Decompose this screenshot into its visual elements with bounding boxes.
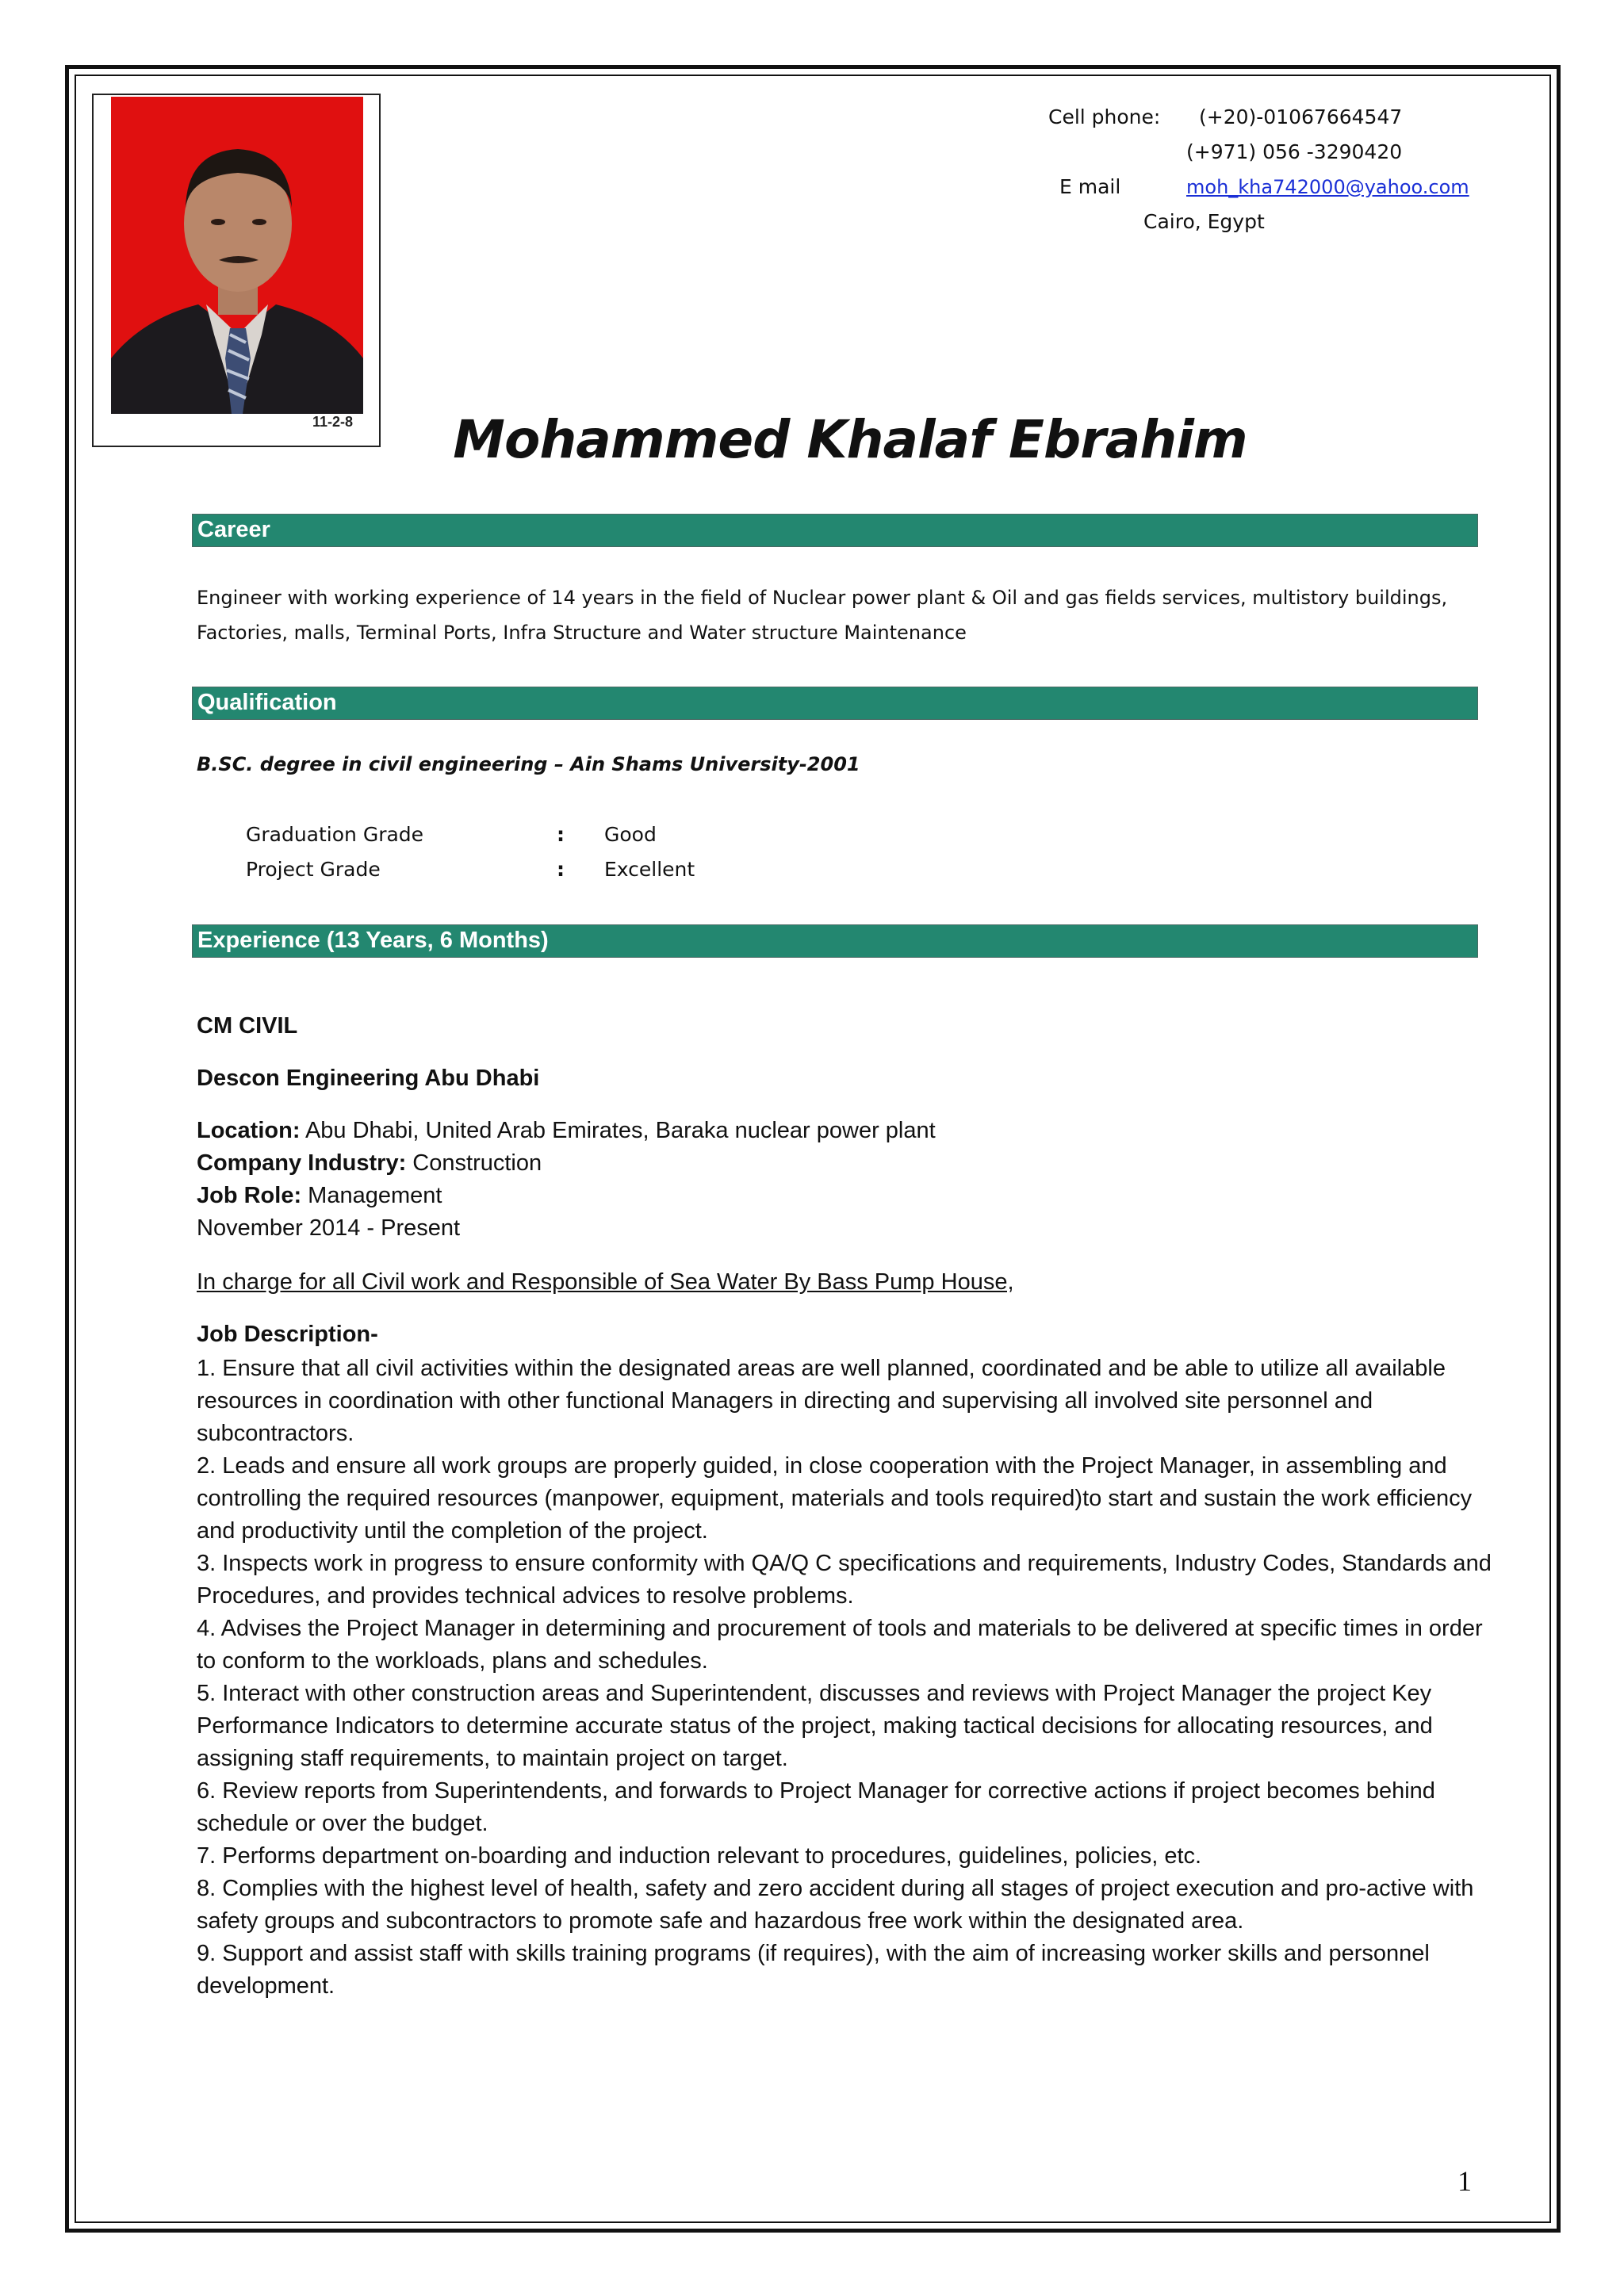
phone-secondary: (+971) 056 -3290420 [1186,140,1403,163]
candidate-name: Mohammed Khalaf Ebrahim [453,409,1247,470]
section-header-qualification [192,687,1478,720]
duty-item: 5. Interact with other construction areas and Superintendent, discusses and reviews with Project Manager the project Key Performance Indicators to determine accurate status of the project, making tactical decisions for allocating resources, and assigning staff requirements, to maintain project on target. [197,1681,1433,1771]
grade-row-project [246,858,801,893]
section-title-experience: Experience (13 Years, 6 Months) [197,928,549,953]
grade-value: Excellent [604,858,695,881]
grade-label: Project Grade [246,858,381,881]
section-title-qualification: Qualification [197,690,337,715]
portrait-image [111,97,363,414]
section-header-experience [192,924,1478,958]
grade-colon: : [557,858,565,881]
industry-value: Construction [406,1150,542,1176]
job-period: November 2014 - Present [197,1215,461,1241]
role-value: Management [301,1183,442,1208]
grade-value: Good [604,823,657,846]
job-location [197,1118,936,1144]
duty-item: 3. Inspects work in progress to ensure conformity with QA/Q C specifications and requirements, Industry Codes, Standards and Procedures, and provides technical advices to resolve problems. [197,1551,1492,1609]
company-industry [197,1150,542,1177]
career-line-1: Engineer with working experience of 14 years in the field of Nuclear power plant & Oil and gas fields services, multistory buildings, [197,587,1448,609]
photo-stamp: 11-2-8 [312,414,354,430]
location-value: Abu Dhabi, United Arab Emirates, Baraka nuclear power plant [300,1118,936,1143]
grade-colon: : [557,823,565,846]
company-name: Descon Engineering Abu Dhabi [197,1066,540,1091]
job-description-title: Job Description- [197,1322,378,1347]
duty-item: 1. Ensure that all civil activities within the designated areas are well planned, coordinated and be able to utilize all available resources in coordination with other functional Managers in directing and supervising all involved site personnel and subcontractors. [197,1356,1446,1446]
job-role [197,1183,442,1209]
phone-primary: (+20)-01067664547 [1199,105,1403,128]
contact-location: Cairo, Egypt [1143,210,1265,233]
career-summary [197,580,1513,650]
page-number: 1 [1457,2165,1472,2197]
duty-item: 9. Support and assist staff with skills training programs (if requires), with the aim of increasing worker skills and personnel development. [197,1941,1430,1999]
role-label: Job Role: [197,1183,302,1208]
duty-item: 7. Performs department on-boarding and induction relevant to procedures, guidelines, policies, etc. [197,1843,1202,1869]
degree-line: B.SC. degree in civil engineering – Ain Shams University-2001 [197,753,860,775]
industry-label: Company Industry: [197,1150,407,1176]
section-title-career: Career [197,517,270,542]
duty-item: 8. Complies with the highest level of health, safety and zero accident during all stages of project execution and pro-active with safety groups and subcontractors to promote safe and hazardous free work within the designated area. [197,1876,1474,1934]
career-line-2: Factories, malls, Terminal Ports, Infra Structure and Water structure Maintenance [197,622,967,644]
job-description-list [197,1353,1497,2003]
profile-photo [92,94,381,447]
job-charge: In charge for all Civil work and Responsible of Sea Water By Bass Pump House, [197,1269,1014,1295]
duty-item: 2. Leads and ensure all work groups are properly guided, in close cooperation with the Project Manager, in assembling and controlling the required resources (manpower, equipment, materials and tools required)to start and sustain the work efficiency and productivity until the completion of the project. [197,1453,1473,1544]
cell-phone-label: Cell phone: [1048,105,1161,128]
duty-item: 4. Advises the Project Manager in determining and procurement of tools and materials to be delivered at specific times in order to conform to the workloads, plans and schedules. [197,1616,1483,1674]
grade-row-graduation [246,823,801,858]
email-label: E mail [1059,175,1121,198]
location-label: Location: [197,1118,301,1143]
grade-label: Graduation Grade [246,823,424,846]
section-header-career [192,514,1478,547]
email-link[interactable]: moh_kha742000@yahoo.com [1186,176,1469,198]
duty-item: 6. Review reports from Superintendents, and forwards to Project Manager for corrective actions if project becomes behind schedule or over the budget. [197,1778,1435,1836]
job-position: CM CIVIL [197,1013,298,1039]
